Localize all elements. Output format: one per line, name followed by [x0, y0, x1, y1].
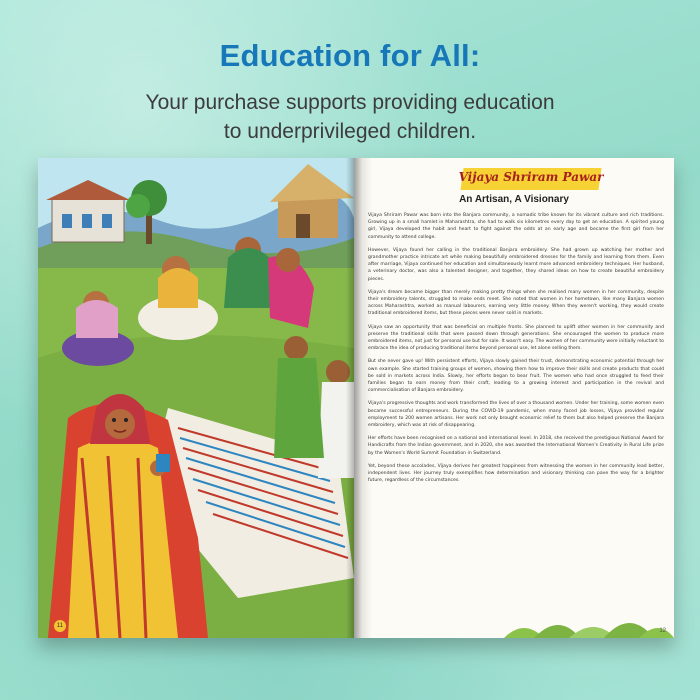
- header: [0, 38, 700, 146]
- paragraph: Yet, beyond these accolades, Vijaya derives her greatest happiness from witnessing the women in her community lead better, independent lives. Her journey truly exemplifies how determination and visionary thinking can pave the way for a brighter future, regardless of the circumstances.: [368, 463, 664, 484]
- illustration-artwork: [38, 158, 354, 638]
- open-book: [38, 158, 674, 638]
- decorative-leaves-icon: [354, 598, 674, 638]
- right-page-text: [354, 158, 674, 638]
- paragraph: Her efforts have been recognised on a national and international level. In 2018, she received the prestigious National Award for Handicrafts from the Indian government, and in 2020, she was awarded the International Women's Creativity in Rural Life prize by the Women's World Summit Foundation in Switzerland.: [368, 436, 664, 456]
- paragraph: Vijaya's dream became bigger than merely making pretty things when she realised many women in her community, despite their embroidery talents, struggled to make ends meet. She noted that women in her hometown, like many Banjara women across Maharashtra, worked as manual labourers, earning very little money. When they weren't working, they would create traditional embroidered items, but these pieces were never sold in markets.: [368, 289, 664, 317]
- paragraph: However, Vijaya found her calling in the traditional Banjara embroidery. She had grown up watching her mother and grandmother practice intricate art while making beautifully embroidered dresses for the family and learning from them. Even after marriage, Vijaya continued her education and simultaneously learnt more advanced embroidery techniques. Her husband, a veterinary doctor, was also a talented designer, and together, they shared ideas on how to create beautiful embroidery pieces.: [368, 247, 664, 282]
- subheadline-line-1: Your purchase supports providing education: [145, 91, 555, 114]
- article-body: [368, 212, 664, 491]
- subheadline-line-2: to underprivileged children.: [223, 120, 477, 143]
- headline: Education for All:: [219, 38, 481, 73]
- paragraph: Vijaya saw an opportunity that was beneficial on multiple fronts. She planned to uplift other women in her community and preserve the traditional skills that were passed down through generations. She encouraged the women to produce more embroidered items, not just for personal use but for sale. It wasn't easy. The women of her community were initially reluctant to embrace the idea of producing traditional items beyond personal use, let alone selling them.: [368, 324, 664, 352]
- left-page-number: 11: [54, 620, 66, 632]
- article-title: Vijaya Shriram Pawar: [458, 170, 604, 184]
- paragraph: Vijaya's progressive thoughts and work transformed the lives of over a thousand women. Under her training, some women even became successful entrepreneurs. During the COVID-19 pandemic, when many faced job losses, Vijaya provided regular employment to 200 women artisans. Her work not only brought economic relief to them but also helped preserve the Banjara embroidery, which was at risk of disappearing.: [368, 401, 664, 429]
- book-spine: [346, 158, 362, 638]
- right-page-number: 12: [659, 628, 666, 634]
- article-subtitle: An Artisan, A Visionary: [459, 194, 569, 205]
- left-page-illustration: [38, 158, 354, 638]
- paragraph: Vijaya Shriram Pawar was born into the Banjara community, a nomadic tribe known for its vibrant culture and rich traditions. Growing up in a small hamlet in Maharashtra, she had to walk six kilometres every day to get an education. A spirited young girl, Vijaya developed the habit and heart to fight against the odds at an early age and became the first girl from her community to attend college.: [368, 213, 664, 240]
- paragraph: But she never gave up! With persistent efforts, Vijaya slowly gained their trust, demonstrating economic potential through her own example. She started training groups of women, showing them how to improve their skills and create products that could be sold in markets across India. Slowly, her efforts began to bear fruit. The women who had once struggled to feed their families began to earn money from their craft, leading to a growing interest and participation in the revival and commercialisation of Banjara embroidery.: [368, 359, 664, 394]
